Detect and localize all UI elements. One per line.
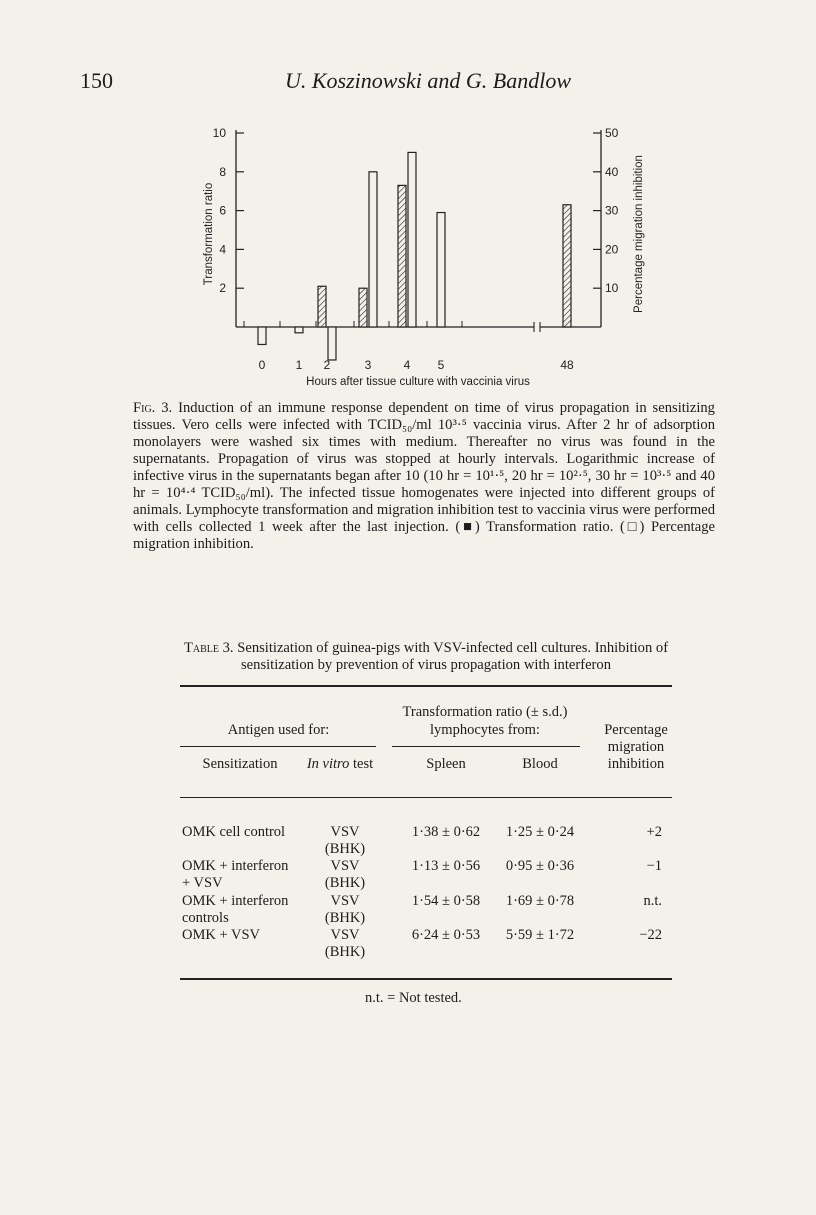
header-transformation-group: Transformation ratio (± s.d.) (402, 704, 568, 720)
row-3-test-line-1: VSV (330, 893, 360, 909)
transformation-bar-48 (563, 205, 571, 327)
row-1-test-line-1: VSV (330, 824, 360, 840)
migration-bar-3 (369, 172, 377, 327)
row-3-sensitization-line-2: controls (182, 910, 229, 926)
header-antigen-underline (180, 746, 376, 747)
header-spleen: Spleen (426, 756, 466, 772)
header-percentage: Percentage (604, 722, 668, 738)
x-tick-label-48: 48 (560, 358, 574, 372)
x-axis-title: Hours after tissue culture with vaccinia virus (306, 376, 530, 388)
x-tick-label-1: 1 (295, 358, 303, 372)
row-1-blood: 1·25 ± 0·24 (505, 824, 575, 840)
row-1-inhibition: +2 (646, 824, 662, 840)
figure-3-chart (0, 110, 816, 400)
row-2-inhibition: −1 (646, 858, 662, 874)
y-tick-label-left-1: 4 (219, 242, 226, 257)
transformation-bar-4 (398, 185, 406, 327)
table-title (180, 640, 672, 674)
row-4-spleen: 6·24 ± 0·53 (411, 927, 481, 943)
header-antigen-group: Antigen used for: (227, 722, 330, 738)
row-2-sensitization-line-2: + VSV (182, 875, 223, 891)
row-2-sensitization-line-1: OMK + interferon (182, 858, 289, 874)
y-tick-label-left-4: 10 (212, 126, 226, 140)
row-1-spleen: 1·38 ± 0·62 (411, 824, 481, 840)
x-tick-label-4: 4 (403, 358, 411, 372)
migration-bar-5 (437, 213, 445, 327)
table-bottom-rule (180, 978, 672, 980)
row-3-test-line-2: (BHK) (324, 910, 366, 926)
running-head: U. Koszinowski and G. Bandlow (285, 68, 572, 93)
y-tick-label-right-0: 10 (605, 281, 619, 296)
transformation-bar-3 (359, 288, 367, 327)
row-4-test-line-1: VSV (330, 927, 360, 943)
header-inhibition: inhibition (607, 756, 665, 772)
y-tick-label-left-3: 8 (219, 164, 226, 179)
migration-bar-0 (258, 327, 266, 344)
migration-bar-4 (408, 152, 416, 327)
table-title-label: Table 3. (183, 640, 234, 656)
header-in-vitro: In vitro (306, 756, 350, 772)
header-migration: migration (607, 739, 665, 755)
table-footnote: n.t. = Not tested. (365, 990, 462, 1006)
row-2-blood: 0·95 ± 0·36 (505, 858, 575, 874)
header-sensitization: Sensitization (202, 756, 278, 772)
header-transformation-sub: lymphocytes from: (430, 722, 540, 738)
row-2-test-line-2: (BHK) (324, 875, 366, 891)
y-axis-title-left: Transformation ratio (203, 182, 215, 286)
y-tick-label-right-3: 40 (605, 164, 619, 179)
x-tick-label-0: 0 (258, 358, 266, 372)
migration-bar-2 (328, 327, 336, 360)
row-4-blood: 5·59 ± 1·72 (505, 927, 575, 943)
y-axis-title-right: Percentage migration inhibition (633, 155, 645, 313)
figure-caption-text: Induction of an immune response dependent on time of virus propagation in sensitizing tissues. Vero cells were infected with TCID₅₀/ml 10³·⁵ vaccinia virus. After 2 hr of adsorption monolayers were washed six times with medium. Thereafter no virus was found in the supernatants. Propagation of virus was stopped at hourly intervals. Logarithmic increase of infective virus in the supernatants began after 10 (10 hr = 10¹·⁵, 20 hr = 10²·⁵, 30 hr = 10³·⁵ and 40 hr = 10⁴·⁴ TCID₅₀/ml). The infected tissue homogenates were injected into different groups of animals. Lymphocyte transformation and migration inhibition test to vaccinia virus were performed with cells collected 1 week after the last injection. (■) Transformation ratio. (□) Percentage migration inhibition. (133, 400, 715, 552)
transformation-bar-2 (318, 286, 326, 327)
header-test: test (353, 756, 374, 772)
table-title-text: Sensitization of guinea-pigs with VSV-infected cell cultures. Inhibition of sensitization by prevention of virus propagation with interferon (237, 640, 669, 673)
row-2-test-line-1: VSV (330, 858, 360, 874)
row-4-test-line-2: (BHK) (324, 944, 366, 960)
y-tick-label-left-0: 2 (219, 281, 226, 296)
header-blood: Blood (522, 756, 558, 772)
table-header-rule (180, 797, 672, 798)
x-tick-label-3: 3 (364, 358, 372, 372)
y-tick-label-right-4: 50 (605, 126, 619, 140)
row-2-spleen: 1·13 ± 0·56 (411, 858, 481, 874)
x-tick-label-2: 2 (323, 358, 331, 372)
x-tick-label-5: 5 (437, 358, 445, 372)
row-3-spleen: 1·54 ± 0·58 (411, 893, 481, 909)
migration-bar-1 (295, 327, 303, 333)
table-top-rule (180, 685, 672, 687)
header-in-vitro-test (300, 756, 380, 773)
row-3-sensitization-line-1: OMK + interferon (182, 893, 289, 909)
row-3-inhibition: n.t. (643, 893, 662, 909)
y-tick-label-left-2: 6 (219, 203, 226, 218)
row-4-inhibition: −22 (639, 927, 662, 943)
row-1-test-line-2: (BHK) (324, 841, 366, 857)
header-transformation-underline (392, 746, 580, 747)
figure-caption (133, 400, 715, 553)
row-1-sensitization: OMK cell control (182, 824, 286, 840)
y-tick-label-right-2: 30 (605, 203, 619, 218)
figure-caption-label: Fig. 3. (133, 400, 173, 416)
row-3-blood: 1·69 ± 0·78 (505, 893, 575, 909)
row-4-sensitization: OMK + VSV (182, 927, 261, 943)
y-tick-label-right-1: 20 (605, 242, 619, 257)
page-number: 150 (80, 68, 113, 93)
